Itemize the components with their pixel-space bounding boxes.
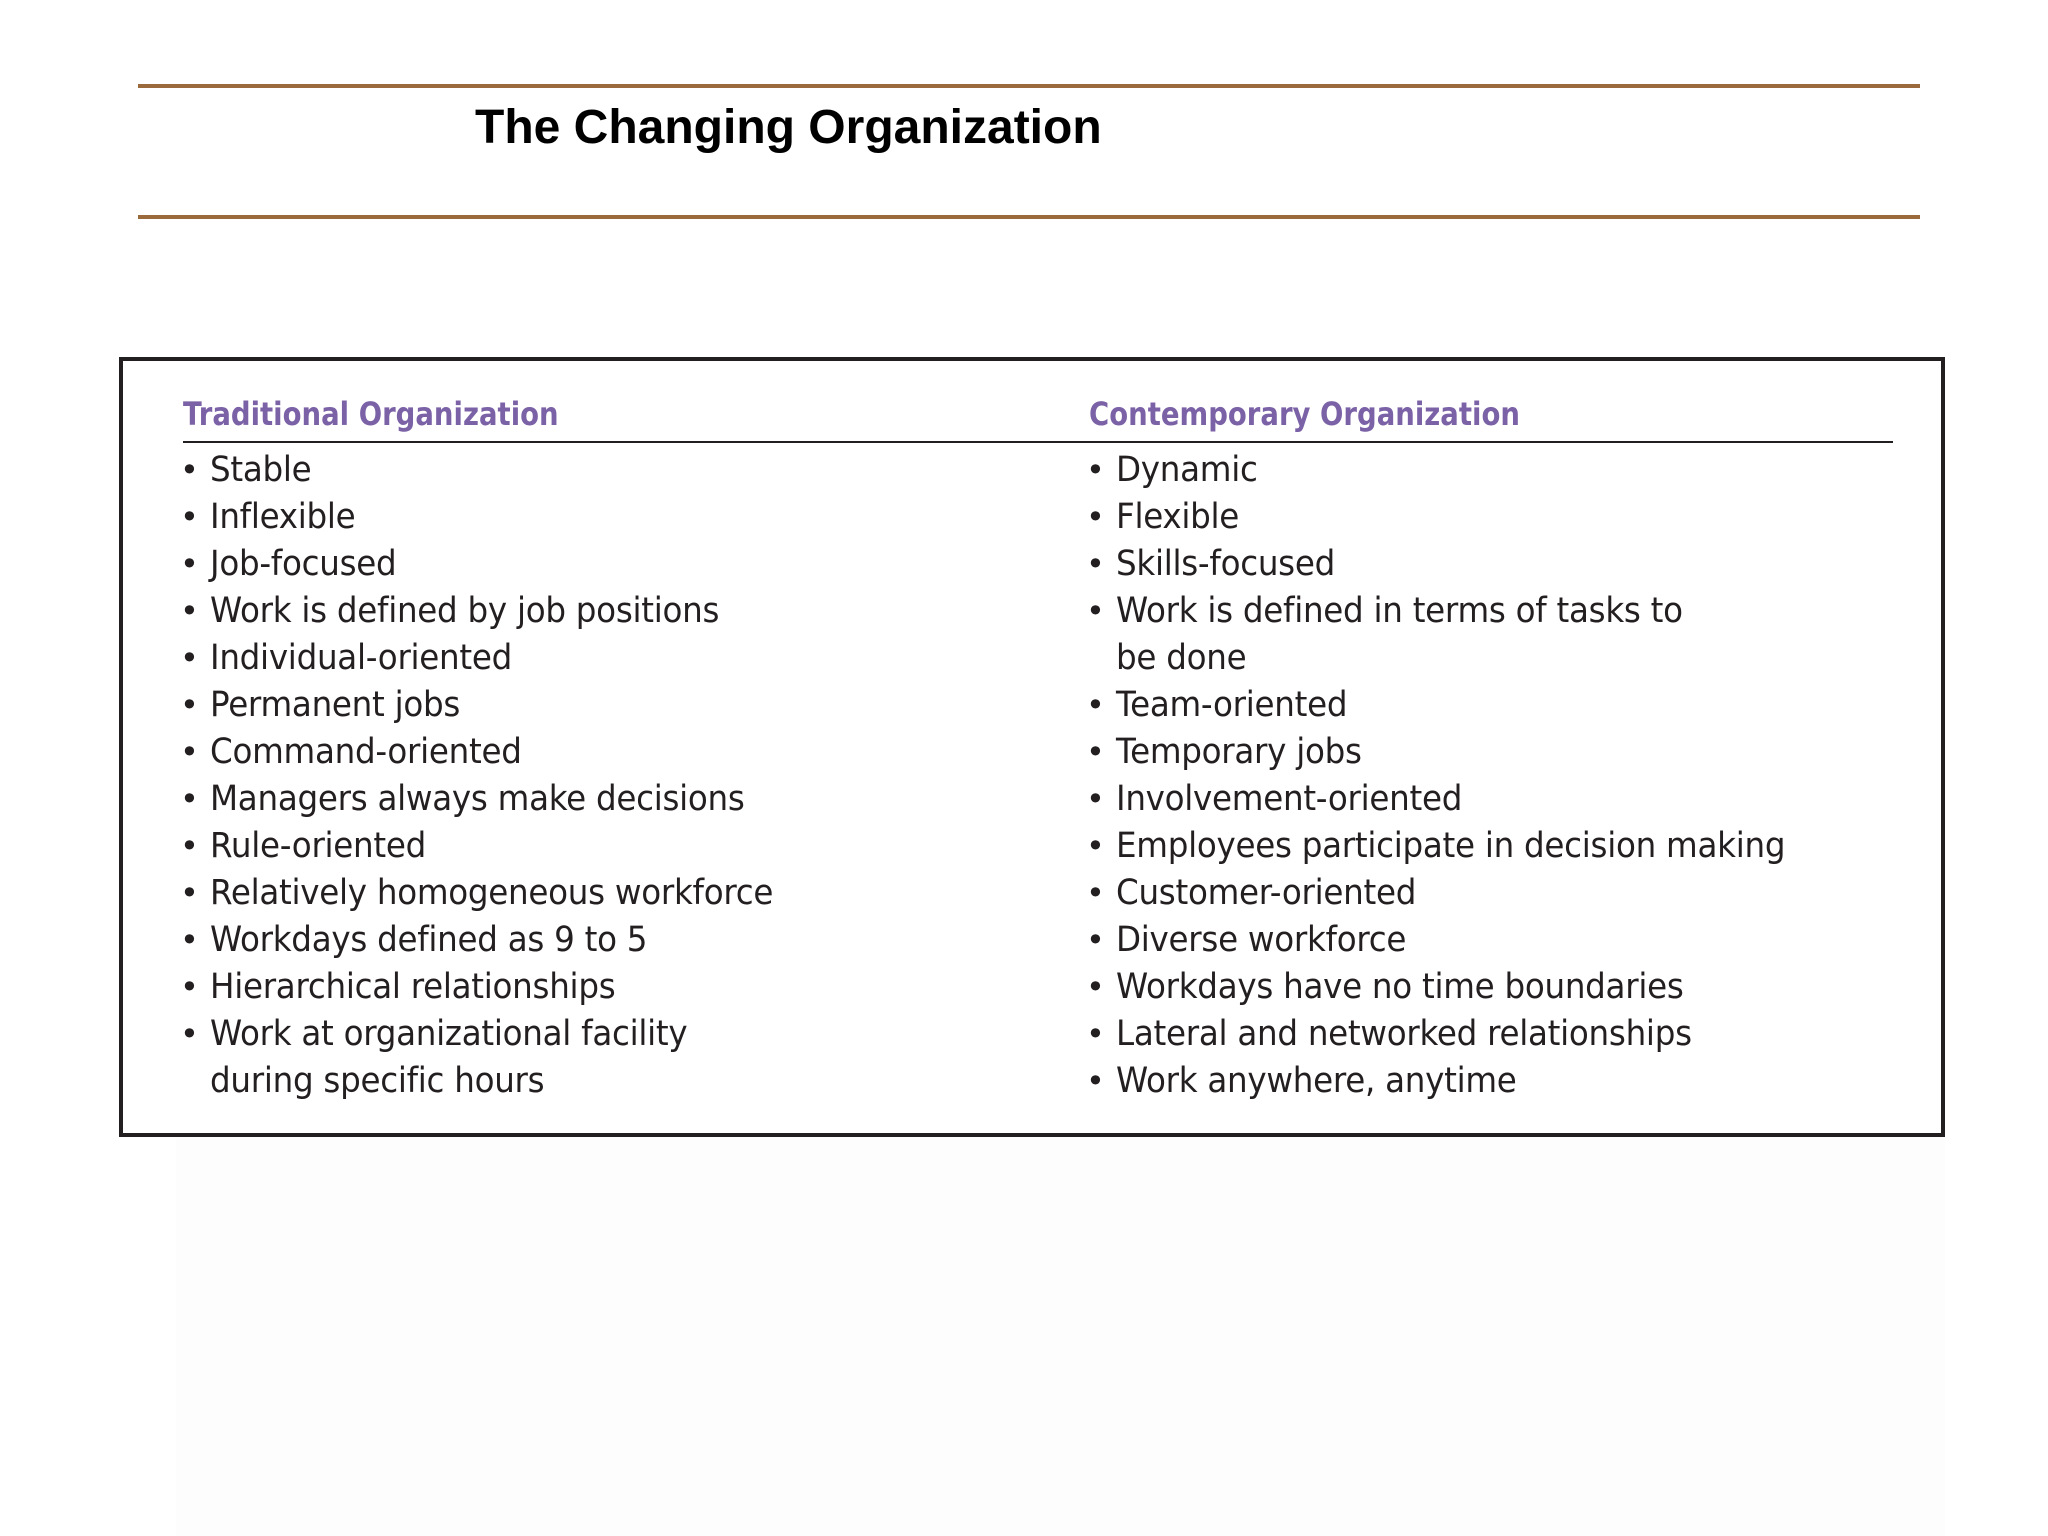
bullet-icon: • <box>1086 921 1105 959</box>
bullet-icon: • <box>180 498 199 536</box>
bullet-icon: • <box>180 639 199 677</box>
traditional-list-item-text: Permanent jobs <box>210 685 461 725</box>
contemporary-list-item <box>1084 541 1924 588</box>
traditional-organization-list <box>178 447 1038 1105</box>
bottom-divider-line <box>138 215 1920 219</box>
contemporary-list-item <box>1084 964 1924 1011</box>
contemporary-list-item-text: Employees participate in decision making <box>1116 826 1786 866</box>
bullet-icon: • <box>1086 498 1105 536</box>
bullet-icon: • <box>180 968 199 1006</box>
contemporary-list-item-text: Customer-oriented <box>1116 873 1417 913</box>
traditional-list-item-text: Job-focused <box>210 544 397 584</box>
traditional-list-item <box>178 1058 1038 1105</box>
traditional-list-item <box>178 823 1038 870</box>
bullet-icon: • <box>180 733 199 771</box>
contemporary-list-item-text: Lateral and networked relationships <box>1116 1014 1692 1054</box>
contemporary-organization-header: Contemporary Organization <box>1089 395 1520 433</box>
contemporary-list-item <box>1084 1058 1924 1105</box>
contemporary-list-item-text: Team-oriented <box>1116 685 1348 725</box>
contemporary-list-item-text: Work anywhere, anytime <box>1116 1061 1517 1101</box>
bullet-icon: • <box>1086 733 1105 771</box>
contemporary-list-item <box>1084 682 1924 729</box>
contemporary-list-item <box>1084 776 1924 823</box>
contemporary-list-item-text: Flexible <box>1116 497 1240 537</box>
traditional-list-item-text: Managers always make decisions <box>210 779 745 819</box>
traditional-list-item <box>178 870 1038 917</box>
contemporary-organization-list <box>1084 447 1924 1105</box>
traditional-list-item-text: Individual-oriented <box>210 638 513 678</box>
traditional-list-item-text: Workdays defined as 9 to 5 <box>210 920 648 960</box>
contemporary-list-item <box>1084 447 1924 494</box>
traditional-list-item-text: Command-oriented <box>210 732 522 772</box>
traditional-list-item-text: Relatively homogeneous workforce <box>210 873 774 913</box>
traditional-list-item <box>178 588 1038 635</box>
bullet-icon: • <box>180 1015 199 1053</box>
contemporary-list-item <box>1084 588 1924 635</box>
slide-title: The Changing Organization <box>475 101 1102 154</box>
traditional-list-item <box>178 964 1038 1011</box>
bullet-icon: • <box>180 592 199 630</box>
traditional-list-item <box>178 776 1038 823</box>
contemporary-list-item <box>1084 494 1924 541</box>
traditional-list-item <box>178 494 1038 541</box>
bullet-icon: • <box>1086 827 1105 865</box>
bullet-icon: • <box>1086 545 1105 583</box>
traditional-list-item <box>178 447 1038 494</box>
contemporary-list-item-text: Temporary jobs <box>1116 732 1362 772</box>
bullet-icon: • <box>1086 968 1105 1006</box>
traditional-list-item-text: Work at organizational facility <box>210 1014 688 1054</box>
traditional-list-item <box>178 729 1038 776</box>
contemporary-list-item-text: be done <box>1116 638 1247 678</box>
contemporary-list-item <box>1084 1011 1924 1058</box>
bullet-icon: • <box>1086 592 1105 630</box>
bullet-icon: • <box>180 451 199 489</box>
bullet-icon: • <box>180 545 199 583</box>
traditional-list-item-text: Hierarchical relationships <box>210 967 616 1007</box>
bullet-icon: • <box>180 874 199 912</box>
traditional-list-item-text: Work is defined by job positions <box>210 591 720 631</box>
traditional-list-item <box>178 682 1038 729</box>
traditional-list-item-text: during specific hours <box>210 1061 545 1101</box>
bullet-icon: • <box>180 780 199 818</box>
traditional-list-item <box>178 1011 1038 1058</box>
contemporary-list-item-text: Dynamic <box>1116 450 1258 490</box>
traditional-list-item-text: Inflexible <box>210 497 356 537</box>
bullet-icon: • <box>1086 686 1105 724</box>
header-underline <box>183 441 1893 443</box>
bullet-icon: • <box>180 921 199 959</box>
traditional-list-item <box>178 917 1038 964</box>
contemporary-list-item <box>1084 729 1924 776</box>
background-panel <box>176 1137 1945 1536</box>
top-divider-line <box>138 84 1920 88</box>
traditional-list-item <box>178 635 1038 682</box>
traditional-list-item <box>178 541 1038 588</box>
contemporary-list-item-text: Work is defined in terms of tasks to <box>1116 591 1683 631</box>
bullet-icon: • <box>180 827 199 865</box>
contemporary-list-item <box>1084 917 1924 964</box>
contemporary-list-item-text: Workdays have no time boundaries <box>1116 967 1684 1007</box>
bullet-icon: • <box>1086 780 1105 818</box>
traditional-list-item-text: Rule-oriented <box>210 826 427 866</box>
contemporary-list-item <box>1084 870 1924 917</box>
traditional-organization-header: Traditional Organization <box>183 395 559 433</box>
contemporary-list-item-text: Skills-focused <box>1116 544 1335 584</box>
contemporary-list-item-text: Diverse workforce <box>1116 920 1407 960</box>
traditional-list-item-text: Stable <box>210 450 312 490</box>
comparison-table <box>119 357 1945 1137</box>
bullet-icon: • <box>1086 874 1105 912</box>
contemporary-list-item-text: Involvement-oriented <box>1116 779 1463 819</box>
contemporary-list-item <box>1084 823 1924 870</box>
contemporary-list-item <box>1084 635 1924 682</box>
bullet-icon: • <box>1086 451 1105 489</box>
bullet-icon: • <box>1086 1062 1105 1100</box>
bullet-icon: • <box>1086 1015 1105 1053</box>
bullet-icon: • <box>180 686 199 724</box>
